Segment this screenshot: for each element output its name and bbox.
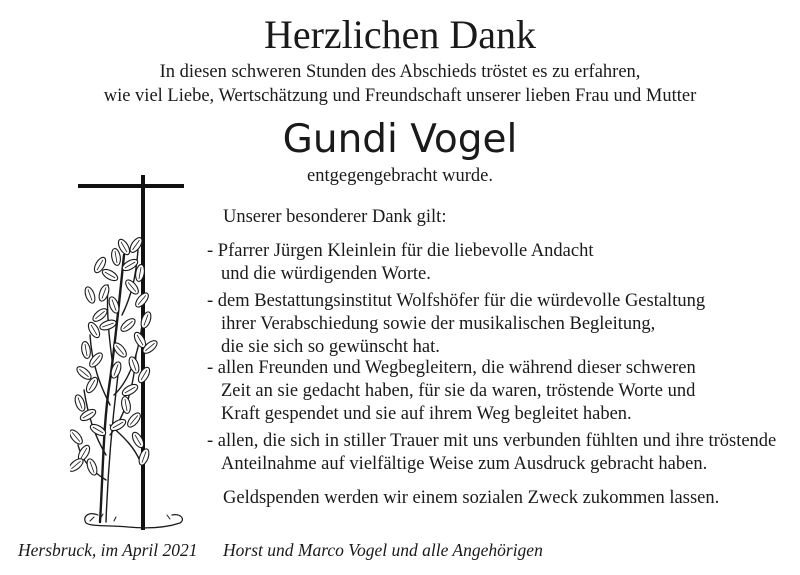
- memorial-illustration: [70, 175, 220, 537]
- notice-title: Herzlichen Dank: [263, 12, 537, 57]
- thanks-item-4: [207, 430, 776, 476]
- intro-line-1: In diesen schweren Stunden des Abschieds tröstet es zu erfahren,: [159, 62, 641, 82]
- name-subline: entgegengebracht wurde.: [307, 166, 493, 186]
- cross-icon: [78, 175, 184, 530]
- signatures: Horst und Marco Vogel und alle Angehörigen: [223, 540, 543, 560]
- thanks-item-line: ihrer Verabschiedung sowie der musikalischen Begleitung,: [221, 314, 656, 335]
- thanks-heading: Unserer besonderer Dank gilt:: [223, 207, 447, 227]
- thanks-item-line: - Pfarrer Jürgen Kleinlein für die liebevolle Andacht: [207, 241, 594, 261]
- deceased-name: Gundi Vogel: [282, 117, 518, 162]
- thanks-item-line: Kraft gespendet und sie auf ihrem Weg begleitet haben.: [221, 404, 632, 425]
- thanks-item-1: [207, 240, 594, 286]
- thanks-item-line: Anteilnahme auf vielfältige Weise zum Ausdruck gebracht haben.: [221, 454, 708, 475]
- thanks-item-line: - allen Freunden und Wegbegleitern, die während dieser schweren: [207, 358, 696, 378]
- thanks-item-line: - allen, die sich in stiller Trauer mit uns verbunden fühlten und ihre tröstende: [207, 431, 777, 451]
- thanks-item-line: und die würdigenden Worte.: [221, 264, 431, 285]
- thanks-item-2: [207, 290, 705, 360]
- donation-note: Geldspenden werden wir einem sozialen Zweck zukommen lassen.: [223, 488, 720, 508]
- tree-leaves: [70, 236, 159, 477]
- thanks-item-line: Zeit an sie gedacht haben, für sie da waren, tröstende Worte und: [221, 381, 696, 402]
- thanks-item-line: die sie sich so gewünscht hat.: [221, 337, 440, 358]
- thanks-item-3: [207, 357, 696, 427]
- thanks-item-line: - dem Bestattungsinstitut Wolfshöfer für die würdevolle Gestaltung: [207, 291, 706, 311]
- intro-line-2: wie viel Liebe, Wertschätzung und Freundschaft unserer lieben Frau und Mutter: [103, 86, 697, 106]
- place-date: Hersbruck, im April 2021: [18, 540, 198, 560]
- leaf: [70, 428, 85, 446]
